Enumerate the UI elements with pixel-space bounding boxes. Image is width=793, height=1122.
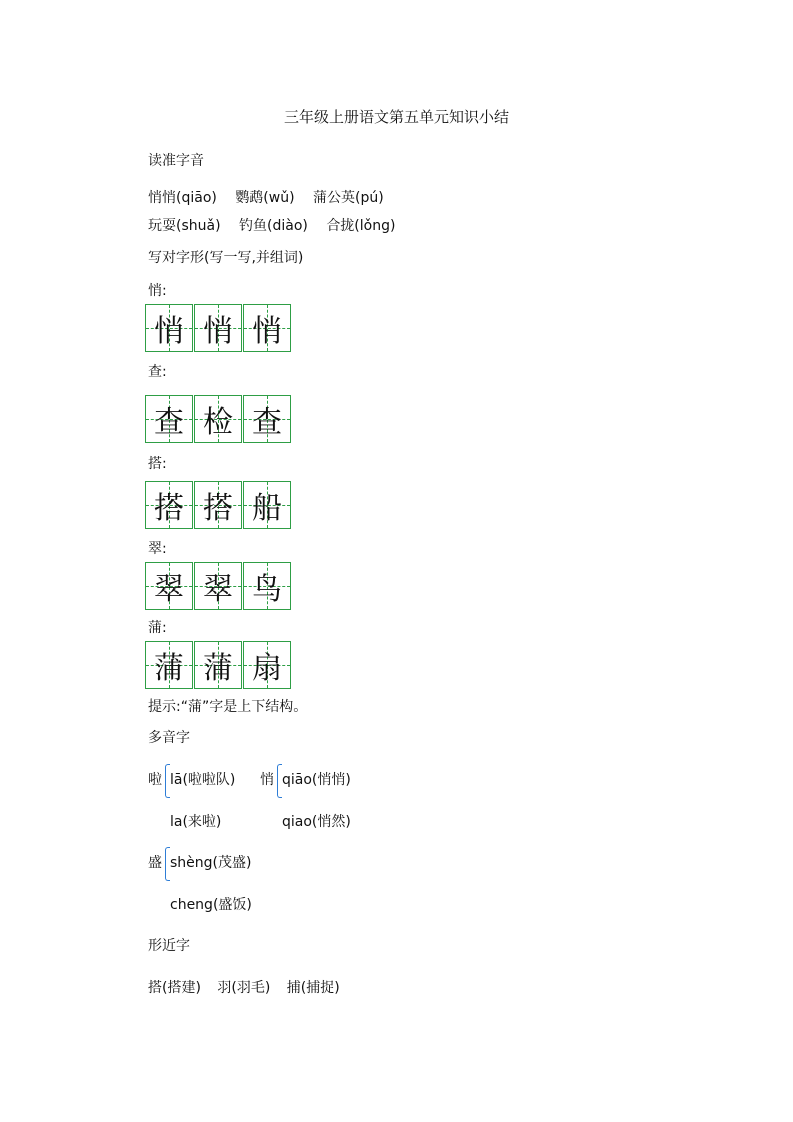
similar-item: 捕(捕捉): [286, 980, 340, 996]
grid-character: 搭: [154, 491, 184, 526]
grid-character: 翠: [203, 572, 233, 607]
grid-character: 蒲: [203, 651, 233, 686]
section-heading-similar: 形近字: [148, 938, 190, 954]
writing-label: 悄:: [148, 283, 167, 299]
section-heading-writing: 写对字形(写一写,并组词): [148, 250, 304, 266]
character-cell: [243, 641, 291, 689]
polyphone-char: 悄: [260, 772, 274, 788]
character-cell: [145, 481, 193, 529]
similar-item: 羽(羽毛): [217, 980, 271, 996]
pronunciation-item: 鹦鹉(wǔ): [235, 190, 295, 206]
polyphone-reading: la(来啦): [170, 814, 222, 830]
grid-character: 悄: [203, 314, 233, 349]
grid-character: 翠: [154, 572, 184, 607]
polyphone-reading: qiāo(悄悄): [282, 772, 351, 788]
character-cell: [194, 304, 242, 352]
pronunciation-row-1: [148, 187, 384, 207]
character-grid-row: [145, 481, 292, 529]
character-cell: [194, 562, 242, 610]
writing-label: 搭:: [148, 456, 167, 472]
writing-hint: 提示:“蒲”字是上下结构。: [148, 699, 308, 715]
grid-character: 查: [252, 405, 282, 440]
similar-row: [148, 977, 340, 997]
pronunciation-item: 钓鱼(diào): [239, 218, 308, 234]
character-cell: [243, 481, 291, 529]
pronunciation-item: 悄悄(qiāo): [148, 190, 217, 206]
character-cell: [145, 304, 193, 352]
character-cell: [243, 562, 291, 610]
grid-character: 鸟: [252, 572, 282, 607]
pronunciation-item: 玩耍(shuǎ): [148, 218, 221, 234]
grid-character: 搭: [203, 491, 233, 526]
polyphone-reading: lā(啦啦队): [170, 772, 236, 788]
pronunciation-item: 合拢(lǒng): [326, 218, 396, 234]
character-cell: [145, 562, 193, 610]
character-cell: [243, 304, 291, 352]
page-title: 三年级上册语文第五单元知识小结: [283, 108, 509, 126]
character-cell: [145, 641, 193, 689]
character-grid-row: [145, 562, 292, 610]
polyphone-reading: qiao(悄然): [282, 814, 351, 830]
polyphone-char: 盛: [148, 855, 162, 871]
character-cell: [145, 395, 193, 443]
pronunciation-row-2: [148, 215, 395, 235]
character-cell: [243, 395, 291, 443]
pronunciation-item: 蒲公英(pú): [313, 190, 384, 206]
grid-character: 船: [252, 491, 282, 526]
character-cell: [194, 395, 242, 443]
grid-character: 查: [154, 405, 184, 440]
polyphone-char: 啦: [148, 772, 162, 788]
polyphone-reading: shèng(茂盛): [170, 855, 252, 871]
character-cell: [194, 481, 242, 529]
character-grid-row: [145, 395, 292, 443]
writing-label: 查:: [148, 364, 167, 380]
grid-character: 悄: [252, 314, 282, 349]
grid-character: 扇: [252, 651, 282, 686]
character-grid-row: [145, 641, 292, 689]
grid-character: 检: [203, 405, 233, 440]
section-heading-polyphone: 多音字: [148, 730, 190, 746]
grid-character: 蒲: [154, 651, 184, 686]
similar-item: 搭(搭建): [148, 980, 201, 996]
writing-label: 蒲:: [148, 620, 167, 636]
section-heading-pronunciation: 读准字音: [148, 153, 204, 169]
character-grid-row: [145, 304, 292, 352]
writing-label: 翠:: [148, 541, 167, 557]
polyphone-reading: cheng(盛饭): [170, 897, 252, 913]
grid-character: 悄: [154, 314, 184, 349]
character-cell: [194, 641, 242, 689]
